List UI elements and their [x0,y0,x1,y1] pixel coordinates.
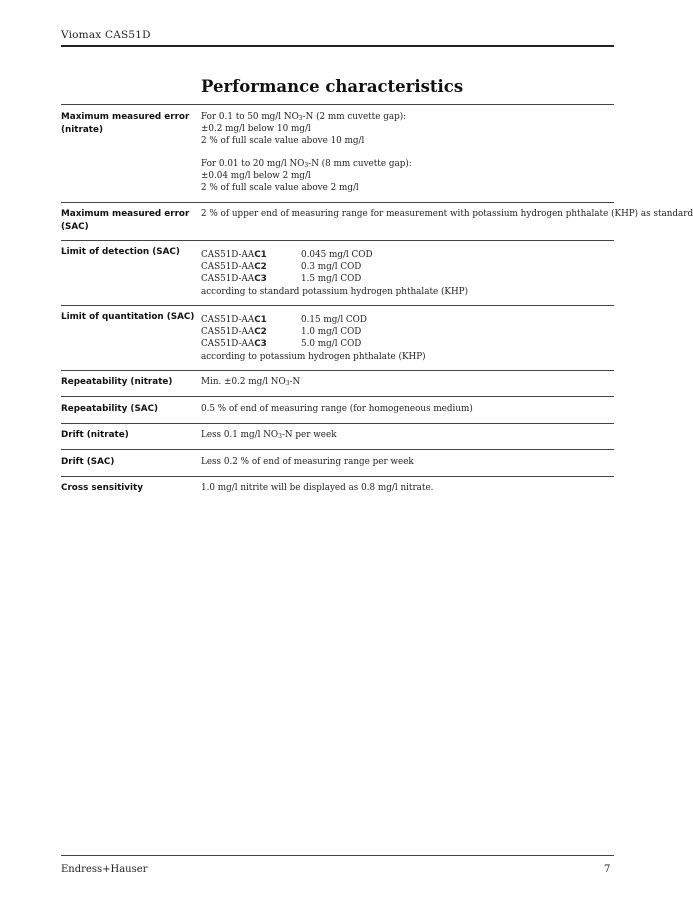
lod-item: CAS51D-AAC1 0.045 mg/l COD [201,250,373,260]
row-rule [61,370,614,371]
row-limit-of-quantitation [61,311,614,371]
row-value [201,249,616,298]
row-value [201,482,616,494]
value-line: ±0.2 mg/l below 10 mg/l [201,124,311,135]
value-line: Less 0.2 % of end of measuring range per week [201,457,414,467]
row-label: Limit of detection (SAC) [61,247,180,257]
footer-company: Endress+Hauser [61,864,148,875]
row-value [201,314,616,363]
loq-item: CAS51D-AAC3 5.0 mg/l COD [201,339,362,350]
row-repeatability-nitrate [61,376,614,397]
row-repeatability-sac [61,403,614,424]
label-line: (SAC) [61,222,89,232]
value-line: 2 % of full scale value above 10 mg/l [201,136,365,147]
lod-item: CAS51D-AAC2 0.3 mg/l COD [201,262,362,273]
loq-item: CAS51D-AAC2 1.0 mg/l COD [201,327,362,338]
row-rule [61,396,614,397]
header-rule [61,45,614,47]
lod-note: according to standard potassium hydrogen phthalate (KHP) [201,286,469,297]
row-drift-nitrate [61,429,614,450]
value-line: 1.0 mg/l nitrite will be displayed as 0.8 mg/l nitrate. [201,483,434,493]
row-max-error-nitrate [61,111,614,203]
label-line: Maximum measured error [61,209,190,219]
row-value [201,376,616,388]
value-line: 0.5 % of end of measuring range (for homogeneous medium) [201,404,473,414]
row-label: Limit of quantitation (SAC) [61,312,195,322]
row-label: Repeatability (nitrate) [61,377,173,387]
section-title: Performance characteristics [201,77,464,96]
value-line: 2 % of upper end of measuring range for measurement with potassium hydrogen phthalate (KHP) as standard [201,209,693,219]
row-value [201,208,693,220]
row-label: Repeatability (SAC) [61,404,159,414]
value-line: For 0.01 to 20 mg/l $NO_3-N$ (8 mm cuvette gap): [201,158,412,169]
row-label: Cross sensitivity [61,483,143,493]
loq-note: according to potassium hydrogen phthalate (KHP) [201,351,426,362]
value-line: ±0.04 mg/l below 2 mg/l [201,170,311,181]
value-line: Min. ±0.2 mg/l $NO_3-N$ [201,377,301,387]
row-rule [61,423,614,424]
row-value [201,429,616,441]
row-rule [61,240,614,241]
row-label [61,111,196,137]
value-line: Less 0.1 mg/l $NO_3-N$ per week [201,430,337,440]
row-rule [61,476,614,477]
footer-rule [61,855,614,856]
page-header-title: Viomax CAS51D [61,29,151,41]
row-label [61,208,196,234]
row-cross-sensitivity [61,482,614,502]
row-label: Drift (nitrate) [61,430,129,440]
row-limit-of-detection [61,246,614,306]
label-line: (nitrate) [61,125,103,135]
row-label: Drift (SAC) [61,457,115,467]
page-number: 7 [604,864,611,875]
row-rule [61,202,614,203]
row-max-error-sac [61,208,693,241]
value-line: 2 % of full scale value above 2 mg/l [201,183,359,194]
loq-item: CAS51D-AAC1 0.15 mg/l COD [201,315,367,325]
row-rule [61,305,614,306]
row-value [201,403,616,415]
section-top-rule [61,104,614,105]
label-line: Maximum measured error [61,112,190,122]
lod-item: CAS51D-AAC3 1.5 mg/l COD [201,274,362,285]
row-value [201,111,616,194]
row-value [201,456,616,468]
row-rule [61,449,614,450]
row-drift-sac [61,456,614,477]
value-line: For 0.1 to 50 mg/l $NO_3-N$ (2 mm cuvette gap): [201,112,407,122]
